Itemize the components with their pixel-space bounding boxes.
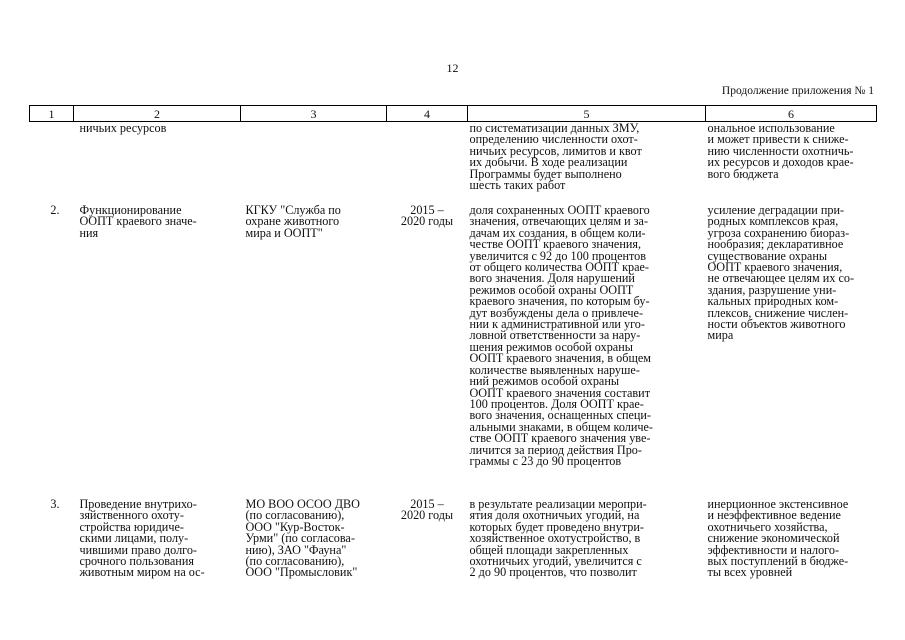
- row-number: 3.: [50, 497, 60, 511]
- executor: [241, 122, 387, 206]
- consequences: ональное использование и может привести к сниже- нию численности охотничь- их ресурсов и доходов крае- вого бюджета: [707, 121, 854, 181]
- consequences: инерционное экстенсивное и неэффективное ведение охотничьего хозяйства, снижение экономической эффективности и налого- вых поступлений в бюдже- ты всех уровней: [707, 497, 849, 580]
- table-row: [30, 205, 877, 499]
- period: 2015 – 2020 годы: [400, 497, 454, 523]
- page-number: 12: [446, 61, 459, 75]
- executor: МО ВОО ОСОО ДВО (по согласованию), ООО "Кур-Восток- Урми" (по согласова- нию), ЗАО "Фауна" (по согласованию), ООО "Промысловик": [245, 497, 360, 580]
- row-number: 2.: [50, 203, 60, 217]
- expected-result: в результате реализации меропри- ятия доля охотничьих угодий, на которых будет проведено внутри- хозяйственное охотустройство, в общей площади закрепленных охотничьих угодий, увеличится с 2 до 90 процентов, что позволит: [469, 497, 647, 580]
- period: 2015 – 2020 годы: [400, 203, 454, 229]
- continuation-label: Продолжение приложения № 1: [721, 85, 874, 97]
- period: [387, 122, 468, 206]
- measure-name: ничьих ресурсов: [79, 121, 167, 135]
- expected-result: доля сохраненных ООПТ краевого значения, отвечающих целям и за- дачам их создания, в общем коли- честве ООПТ краевого значения, увеличится с 92 до 100 процентов от общего количества ООПТ крае- вого значения. Доля нарушений режимов особой охраны ООПТ краевого значения, по которым бу- дут возбуждены дела о привлече- нии к административной или уго- ловной ответственности за нару- шения режимов особой охраны ООПТ краевого значения, в общем количестве выявленных наруше- ний режимов особой охраны ООПТ краевого значения составит 100 процентов. Доля ООПТ крае- вого значения, оснащенных специ- альными знаками, в общем количе- стве ООПТ краевого значения уве- личится за период действия Про- граммы с 23 до 90 процентов: [469, 203, 653, 468]
- column-header: 6: [706, 106, 877, 122]
- table-header-row: [30, 106, 877, 122]
- column-header: 4: [387, 106, 468, 122]
- row-number: [30, 122, 74, 206]
- column-header: 5: [468, 106, 706, 122]
- measure-name: Проведение внутрихо- зяйственного охоту- стройства юридиче- скими лицами, полу- чившими право долго- срочного пользования животным миром на ос-: [79, 497, 205, 580]
- table-row: [30, 122, 877, 206]
- measure-name: Функционирование ООПТ краевого значе- ния: [79, 203, 197, 240]
- column-header: 2: [74, 106, 241, 122]
- consequences: усиление деградации при- родных комплексов края, угроза сохранению биораз- нообразия; декларативное существование охраны ООПТ краевого значения, не отвечающее целям их со- здания, разрушение уни- кальных природных ком- плексов, снижение числен- ности объектов животного мира: [707, 203, 855, 343]
- column-header: 3: [241, 106, 387, 122]
- expected-result: по систематизации данных ЗМУ, определению численности охот- ничьих ресурсов, лимитов и квот их добычи. В ходе реализации Программы будет выполнено шесть таких работ: [469, 121, 642, 193]
- program-table: [29, 105, 877, 599]
- table-row: [30, 499, 877, 599]
- column-header: 1: [30, 106, 74, 122]
- executor: КГКУ "Служба по охране животного мира и ООПТ": [245, 203, 341, 240]
